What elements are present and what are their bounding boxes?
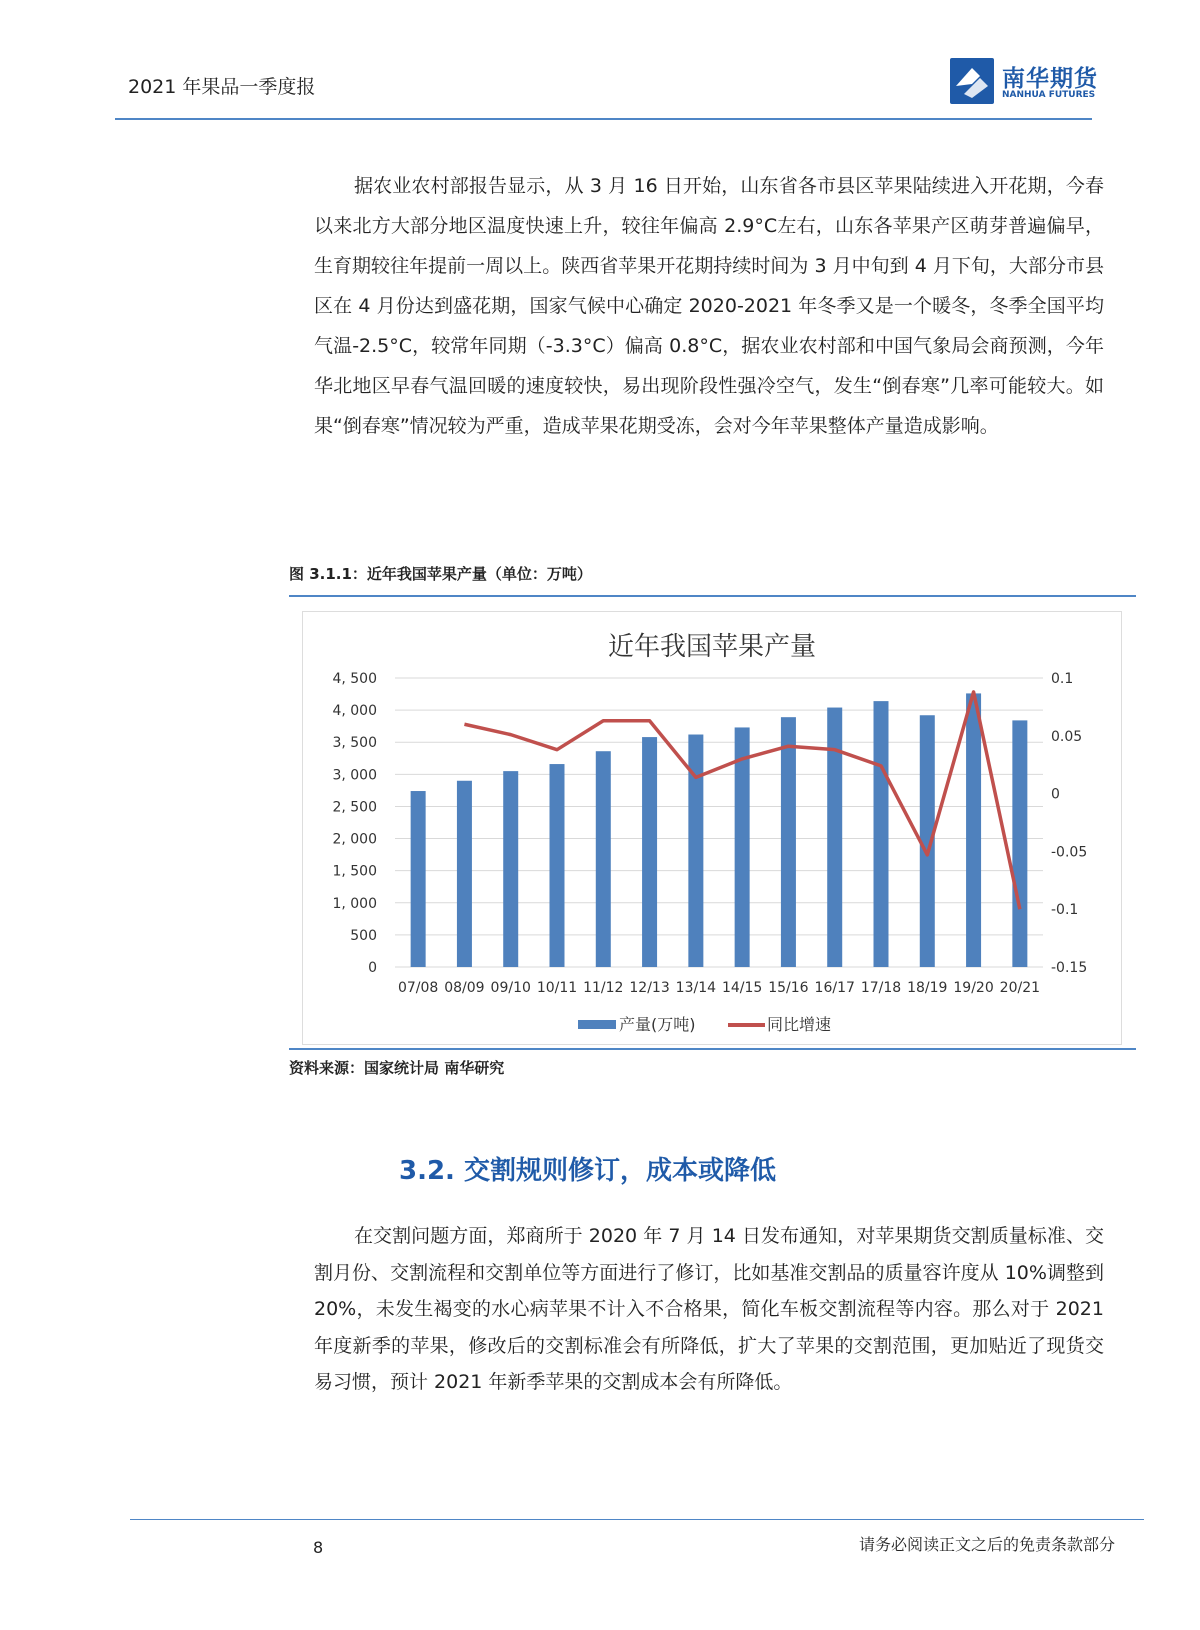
- legend-label-production: 产量(万吨): [619, 1015, 696, 1034]
- production-bar: [550, 764, 565, 967]
- y-right-tick-label: -0.05: [1051, 844, 1088, 861]
- header-divider: [115, 118, 1092, 120]
- x-tick-label: 19/20: [953, 980, 994, 996]
- production-bar: [596, 751, 611, 967]
- production-bar: [411, 791, 426, 967]
- x-tick-label: 08/09: [444, 980, 485, 996]
- y-left-tick-label: 3, 000: [332, 767, 377, 784]
- y-left-tick-label: 4, 000: [332, 703, 377, 720]
- x-tick-label: 07/08: [397, 980, 439, 996]
- y-left-tick-label: 4, 500: [332, 671, 377, 687]
- y-right-tick-label: 0: [1051, 786, 1060, 803]
- y-left-tick-label: 500: [350, 927, 377, 944]
- page-number: 8: [313, 1538, 324, 1557]
- x-tick-label: 12/13: [629, 980, 670, 996]
- y-right-tick-label: -0.15: [1051, 960, 1088, 976]
- production-bar: [503, 771, 518, 967]
- production-bar: [735, 727, 750, 967]
- y-left-tick-label: 0: [368, 960, 377, 976]
- production-bar: [781, 717, 796, 967]
- x-tick-label: 11/12: [583, 980, 624, 996]
- logo-mark-icon: [950, 58, 994, 104]
- x-tick-label: 16/17: [814, 980, 855, 996]
- y-left-tick-label: 1, 000: [332, 895, 377, 912]
- footer-divider: [130, 1519, 1144, 1520]
- x-tick-label: 20/21: [999, 980, 1041, 996]
- x-tick-label: 13/14: [675, 980, 717, 996]
- legend-label-growth: 同比增速: [767, 1015, 832, 1034]
- body-paragraph: 据农业农村部报告显示，从 3 月 16 日开始，山东省各市县区苹果陆续进入开花期，今春以来北方大部分地区温度快速上升，较往年偏高 2.9°C左右，山东各苹果产区萌芽普遍偏早，生育期较往年提前一周以上。陕西省苹果开花期持续时间为 3 月中旬到 4 月下旬，大部分市县区在 4 月份达到盛花期，国家气候中心确定 2020-2021 年冬季又是一个暖冬，冬季全国平均气温-2.5°C，较常年同期（-3.3°C）偏高 0.8°C，据农业农村部和中国气象局会商预测，今年华北地区早春气温回暖的速度较快，易出现阶段性强冷空气，发生“倒春寒”几率可能较大。如果“倒春寒”情况较为严重，造成苹果花期受冻，会对今年苹果整体产量造成影响。: [314, 175, 1104, 437]
- disclaimer-note: 请务必阅读正文之后的免责条款部分: [858, 1535, 1115, 1554]
- production-bar: [642, 737, 657, 967]
- chart-legend: [578, 1015, 831, 1034]
- figure-source: 资料来源：国家统计局 南华研究: [289, 1059, 505, 1077]
- chart-svg: [303, 612, 1121, 1044]
- apple-production-chart: [302, 611, 1122, 1045]
- x-tick-label: 10/11: [536, 980, 578, 996]
- section-heading: 3.2. 交割规则修订，成本或降低: [399, 1156, 776, 1186]
- production-bar: [1012, 720, 1027, 967]
- y-left-tick-label: 3, 500: [332, 735, 377, 752]
- production-bar: [827, 708, 842, 967]
- caption-divider: [289, 595, 1136, 597]
- body-paragraph: 在交割问题方面，郑商所于 2020 年 7 月 14 日发布通知，对苹果期货交割质量标准、交割月份、交割流程和交割单位等方面进行了修订，比如基准交割品的质量容许度从 10%调整到 20%，未发生褐变的水心病苹果不计入不合格果，简化车板交割流程等内容。那么对于 2021 年度新季的苹果，修改后的交割标准会有所降低，扩大了苹果的交割范围，更加贴近了现货交易习惯，预计 2021 年新季苹果的交割成本会有所降低。: [314, 1225, 1104, 1393]
- production-bar: [966, 693, 981, 967]
- figure-caption: 图 3.1.1：近年我国苹果产量（单位：万吨）: [289, 565, 592, 583]
- y-left-tick-label: 2, 000: [332, 831, 377, 848]
- x-tick-label: 09/10: [490, 980, 531, 996]
- y-left-tick-label: 2, 500: [332, 799, 377, 816]
- source-divider: [289, 1048, 1136, 1050]
- chart-title: 近年我国苹果产量: [607, 632, 817, 662]
- y-right-tick-label: 0.05: [1051, 728, 1083, 745]
- logo-text-cn: 南华期货: [1002, 66, 1098, 92]
- y-right-tick-label: 0.1: [1051, 671, 1074, 687]
- y-right-tick-label: -0.1: [1051, 902, 1079, 919]
- legend-swatch-bar: [578, 1020, 616, 1029]
- nanhua-logo: [950, 58, 1100, 106]
- production-bar: [874, 701, 889, 967]
- x-tick-label: 15/16: [768, 980, 809, 996]
- x-tick-label: 17/18: [860, 980, 902, 996]
- report-title: 2021 年果品一季度报: [128, 76, 316, 98]
- x-tick-label: 18/19: [907, 980, 948, 996]
- y-left-tick-label: 1, 500: [332, 863, 377, 880]
- production-bar: [457, 781, 472, 967]
- logo-text-en: NANHUA FUTURES: [1002, 90, 1096, 100]
- x-tick-label: 14/15: [721, 980, 763, 996]
